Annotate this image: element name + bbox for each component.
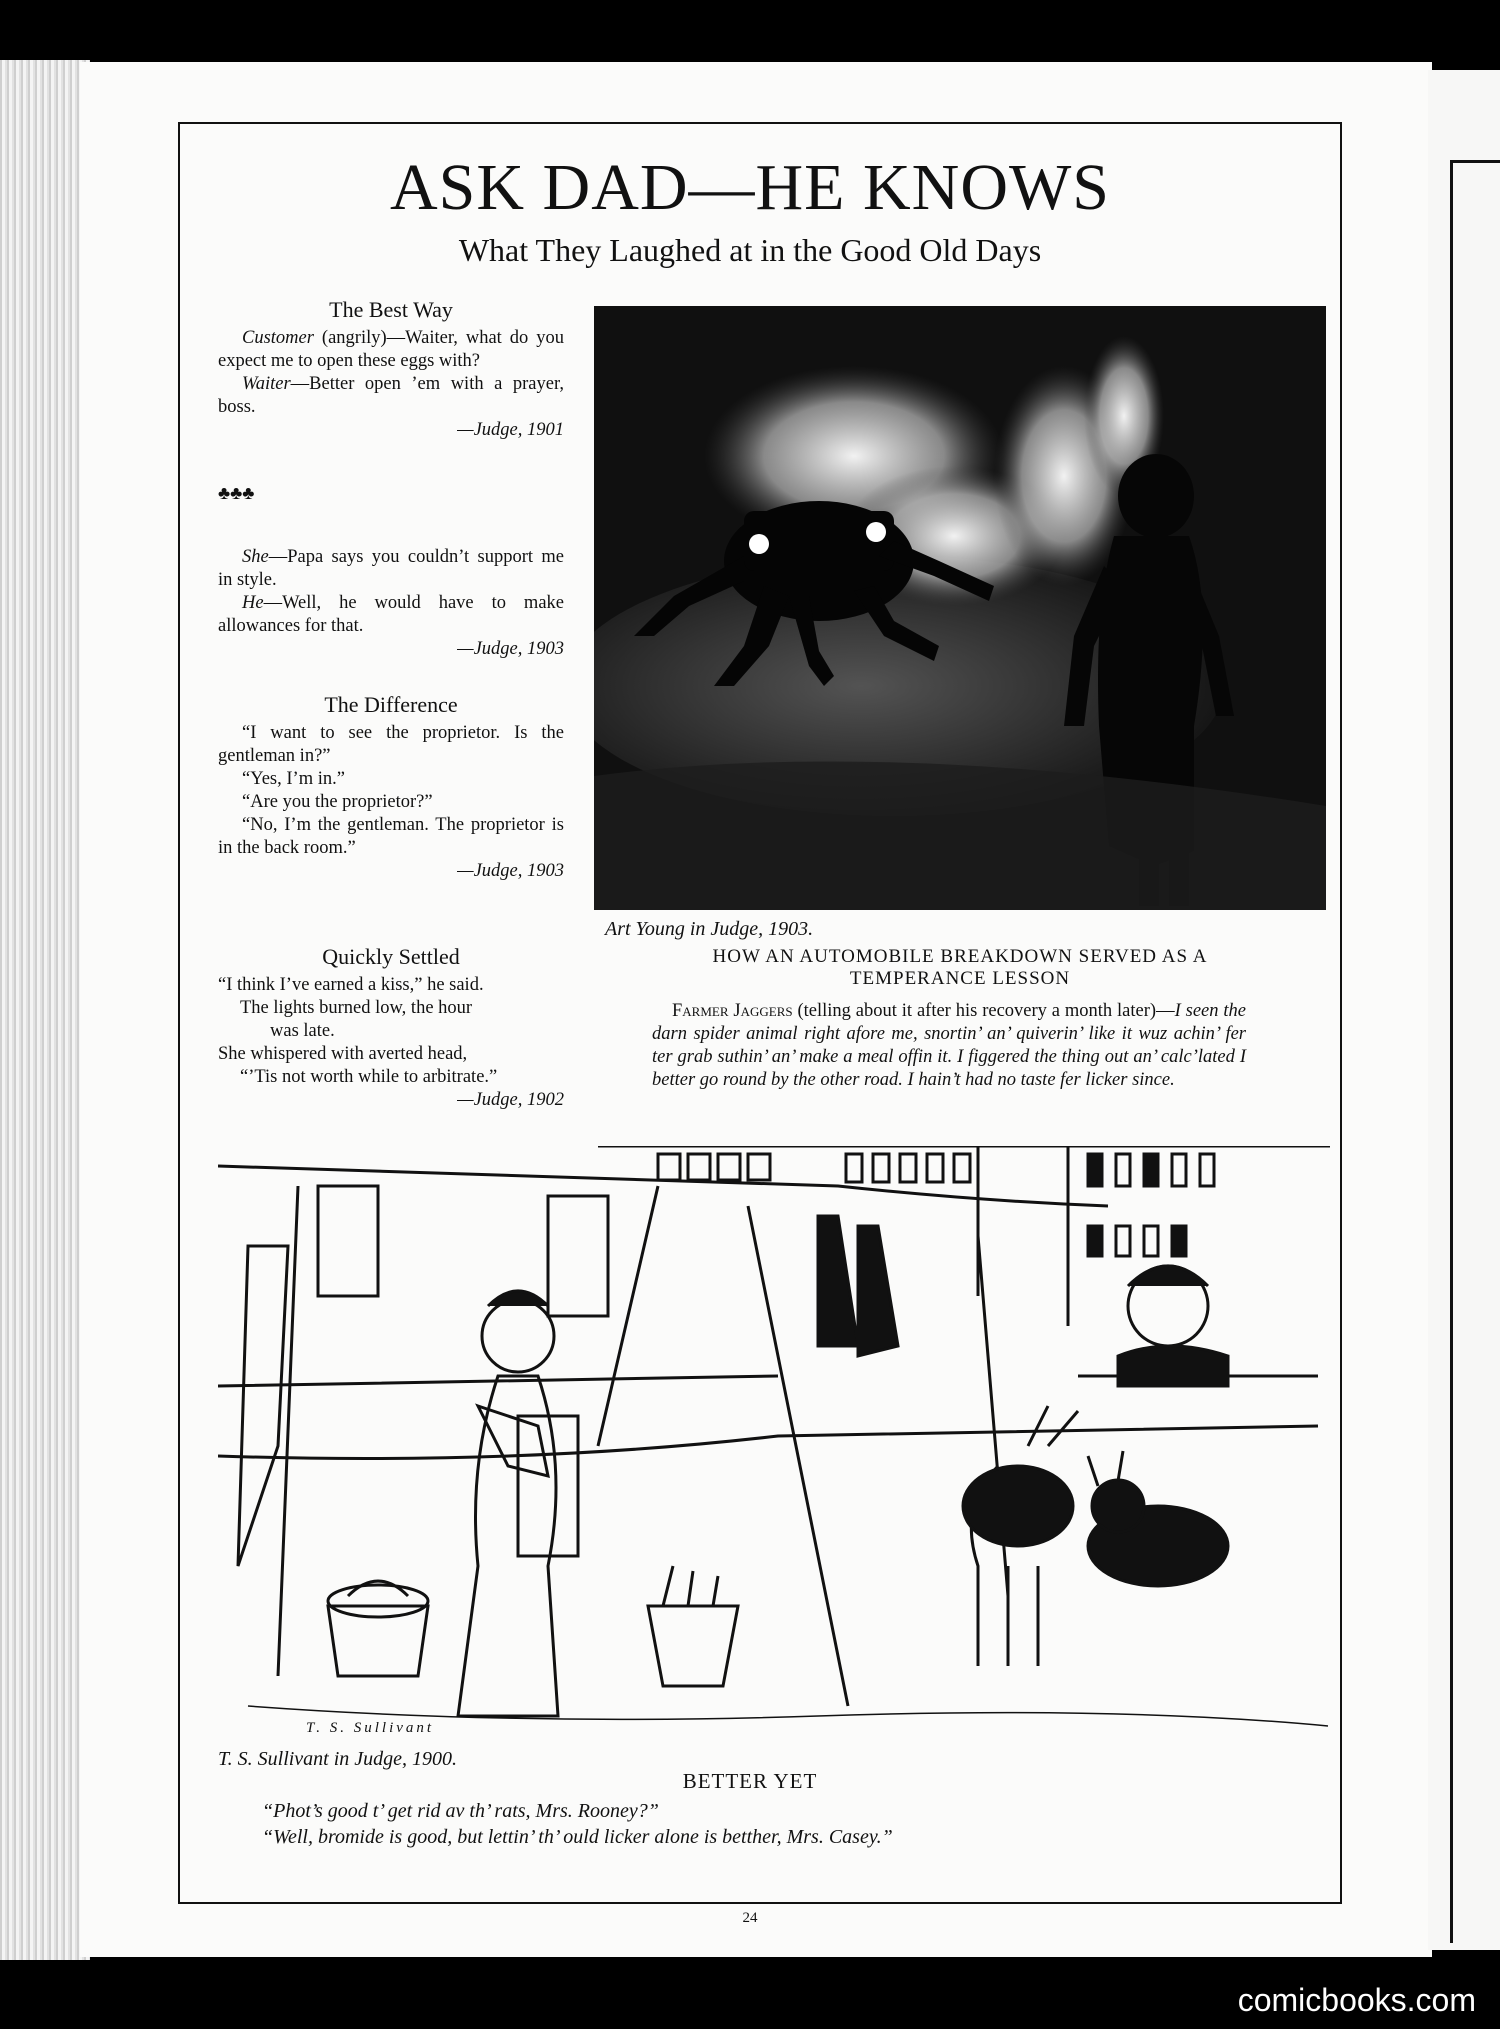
speaker: She bbox=[242, 547, 269, 567]
mrs-casey-figure bbox=[1118, 1266, 1228, 1386]
attribution: —Judge, 1902 bbox=[457, 1090, 564, 1110]
tenement-buildings bbox=[598, 1146, 1330, 1326]
speaker: He bbox=[242, 593, 264, 613]
cartoon1-text: Farmer Jaggers (telling about it after his recovery a month later)—I seen the darn spider animal right afore me, snortin’ an’ quiverin’ like it wuz achin’ fer ter grab suthin’ an’ make a meal offin it. I figgered the thing out an’ calc’lated I better go round by the other road. I hain’t had no taste fer licker since. bbox=[652, 1001, 1246, 1090]
goats bbox=[963, 1406, 1228, 1666]
joke-difference: The Difference “I want to see the proprietor. Is the gentleman in?” “Yes, I’m in.” “Are you the proprietor?” “No, I’m the gentleman. The proprietor is in the back room.” —Judge, 1903 bbox=[218, 692, 564, 881]
joke-she-he: She—Papa says you couldn’t support me in style. He—Well, he would have to make allowances for that. —Judge, 1903 bbox=[218, 547, 564, 659]
joke-quickly-settled: Quickly Settled “I think I’ve earned a kiss,” he said. The lights burned low, the hour was late. She whispered with averted head, “’Tis not worth while to arbitrate.” —Judge, 1902 bbox=[218, 944, 564, 1110]
cartoon-better-yet bbox=[218, 1146, 1330, 1746]
page-number: 24 bbox=[742, 1910, 758, 1926]
speaker: Farmer Jaggers bbox=[672, 1001, 793, 1021]
cartoon1-title: HOW AN AUTOMOBILE BREAKDOWN SERVED AS A TEMPERANCE LESSON bbox=[712, 946, 1208, 989]
joke-best-way: The Best Way Customer (angrily)—Waiter, what do you expect me to open these eggs with? Waiter—Better open ’em with a prayer, boss. —Judge, 1901 bbox=[218, 297, 564, 440]
attribution: —Judge, 1903 bbox=[457, 861, 564, 881]
cartoon-automobile-breakdown bbox=[594, 306, 1326, 910]
attribution: —Judge, 1903 bbox=[457, 639, 564, 659]
page-subheadline: What They Laughed at in the Good Old Days bbox=[458, 232, 1042, 268]
cartoon2-caption: T. S. Sullivant in Judge, 1900. bbox=[218, 1748, 458, 1770]
watermark-logo: comicbooks.com bbox=[1237, 1982, 1476, 2018]
cartoon1-caption: Art Young in Judge, 1903. bbox=[605, 918, 814, 940]
cartoon2-title: BETTER YET bbox=[682, 1769, 818, 1793]
speaker: Customer bbox=[242, 328, 314, 348]
mrs-rooney-figure bbox=[458, 1291, 578, 1716]
page-headline: ASK DAD—HE KNOWS bbox=[390, 151, 1110, 224]
joke-title: The Best Way bbox=[329, 297, 453, 322]
speaker: Waiter bbox=[242, 374, 291, 394]
joke-title: The Difference bbox=[324, 692, 458, 717]
page-stack-edges bbox=[0, 60, 90, 1960]
attribution: —Judge, 1901 bbox=[457, 420, 564, 440]
joke-title: Quickly Settled bbox=[322, 944, 460, 969]
dingbat-divider: ♣♣♣ bbox=[218, 484, 255, 504]
artist-signature: T. S. Sullivant bbox=[306, 1720, 435, 1736]
facing-page-edge bbox=[1428, 70, 1500, 1950]
cartoon2-dialogue: “Phot’s good t’ get rid av th’ rats, Mrs. Rooney?” “Well, bromide is good, but lettin’ th’ ould licker alone is betther, Mrs. Casey.” bbox=[262, 1800, 893, 1848]
